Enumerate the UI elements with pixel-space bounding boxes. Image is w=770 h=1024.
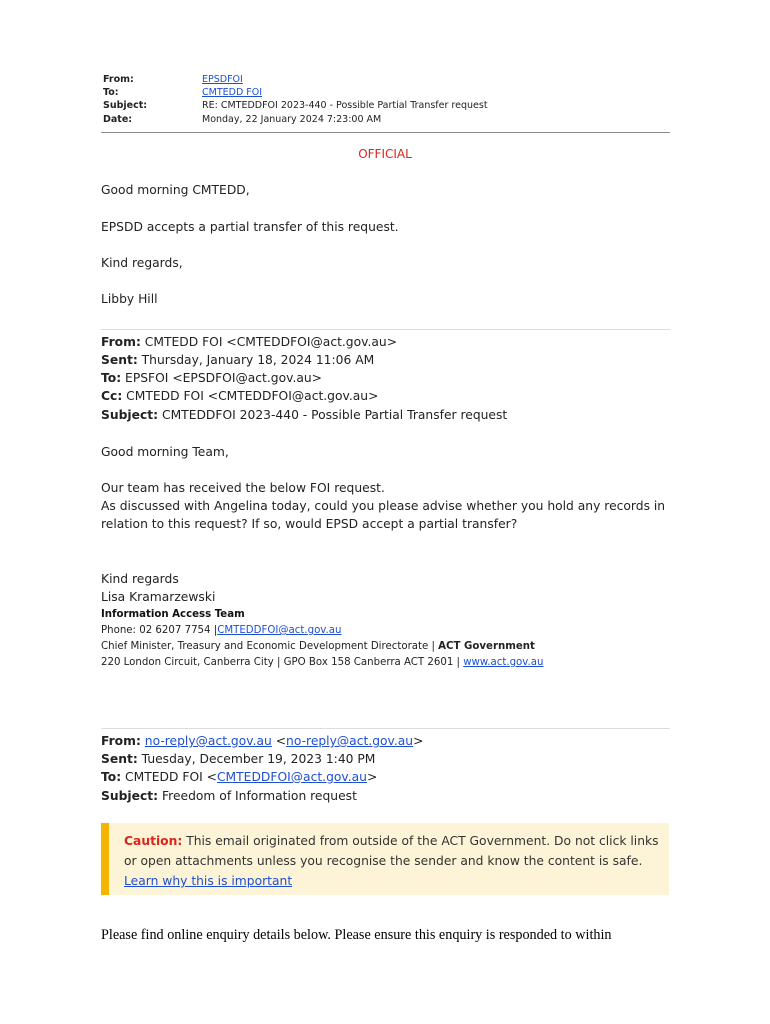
forward1-divider: [101, 329, 670, 330]
forward2-sent-label: Sent:: [101, 752, 138, 766]
caution-label: Caution:: [124, 834, 183, 848]
caution-banner: [101, 823, 669, 895]
forward1-closing: Kind regards: [101, 572, 179, 586]
forward1-address-text: 220 London Circuit, Canberra City | GPO Box 158 Canberra ACT 2601 |: [101, 657, 464, 668]
forward1-phone: [101, 625, 341, 636]
header-date-label: Date:: [103, 113, 133, 125]
forward2-sent: [101, 750, 375, 768]
header-subject-value: RE: CMTEDDFOI 2023-440 - Possible Partial Transfer request: [202, 100, 488, 112]
forward1-to-label: To:: [101, 371, 122, 385]
forward2-from-email2-link[interactable]: no-reply@act.gov.au: [286, 734, 414, 748]
caution-message: This email originated from outside of the ACT Government. Do not click links or open attachments unless you recognise the sender and know the content is safe.: [124, 834, 659, 868]
forward1-subject-value: CMTEDDFOI 2023-440 - Possible Partial Transfer request: [161, 408, 508, 422]
forward1-sent-value: Thursday, January 18, 2024 11:06 AM: [141, 353, 375, 367]
forward1-body-line1: Our team has received the below FOI request.: [101, 481, 385, 495]
forward1-directorate: [101, 641, 535, 652]
caution-accent-bar: [101, 823, 109, 895]
forward2-divider: [101, 728, 670, 729]
enquiry-text: Please find online enquiry details below. Please ensure this enquiry is responded to within: [101, 927, 612, 943]
header-to-label: To:: [103, 87, 119, 99]
classification-label: OFFICIAL: [358, 147, 412, 161]
forward1-subject-label: Subject:: [101, 408, 159, 422]
forward1-cc: [101, 387, 378, 405]
forward1-to: [101, 369, 322, 387]
caution-text: [124, 831, 664, 891]
forward2-to-suffix: >: [366, 770, 378, 784]
header-date-value: Monday, 22 January 2024 7:23:00 AM: [202, 113, 382, 125]
forward2-subject-value: Freedom of Information request: [161, 789, 357, 803]
header-from-link[interactable]: EPSDFOI: [202, 74, 243, 85]
forward1-from-value: CMTEDD FOI <CMTEDDFOI@act.gov.au>: [144, 335, 398, 349]
forward1-phone-prefix: Phone: 02 6207 7754 |: [101, 625, 218, 636]
forward1-team: Information Access Team: [101, 609, 245, 620]
forward1-government: ACT Government: [438, 641, 535, 652]
reply-closing: Kind regards,: [101, 256, 183, 270]
header-to-link[interactable]: CMTEDD FOI: [202, 87, 263, 99]
forward1-phone-email-link[interactable]: CMTEDDFOI@act.gov.au: [217, 625, 342, 636]
header-from-label: From:: [103, 74, 134, 85]
forward1-address: [101, 657, 543, 668]
forward1-body-line3: relation to this request? If so, would EPSD accept a partial transfer?: [101, 517, 518, 531]
caution-learn-more-link[interactable]: Learn why this is important: [124, 874, 293, 888]
forward1-to-value: EPSFOI <EPSDFOI@act.gov.au>: [125, 371, 322, 385]
header-divider: [101, 132, 670, 133]
forward2-from-label: From:: [101, 734, 141, 748]
forward1-subject: [101, 406, 507, 424]
forward1-greeting: Good morning Team,: [101, 445, 229, 459]
forward1-body-line2: As discussed with Angelina today, could you please advise whether you hold any records in: [101, 499, 666, 513]
reply-greeting: Good morning CMTEDD,: [101, 183, 250, 197]
reply-signature: Libby Hill: [101, 292, 158, 306]
forward2-from: [101, 732, 423, 750]
reply-message: EPSDD accepts a partial transfer of this request.: [101, 220, 399, 234]
forward1-name: Lisa Kramarzewski: [101, 590, 216, 604]
forward2-subject: [101, 787, 357, 805]
forward1-cc-value: CMTEDD FOI <CMTEDDFOI@act.gov.au>: [126, 389, 379, 403]
forward1-from: [101, 333, 397, 351]
forward1-cc-label: Cc:: [101, 389, 123, 403]
forward2-to: [101, 768, 377, 786]
forward1-sent: [101, 351, 374, 369]
forward2-from-email-link[interactable]: no-reply@act.gov.au: [144, 734, 272, 748]
header-subject-label: Subject:: [103, 100, 148, 112]
forward1-sent-label: Sent:: [101, 353, 138, 367]
forward2-from-lt: <: [271, 734, 287, 748]
forward2-sent-value: Tuesday, December 19, 2023 1:40 PM: [141, 752, 376, 766]
forward1-from-label: From:: [101, 335, 141, 349]
forward2-to-prefix: CMTEDD FOI <: [125, 770, 217, 784]
forward1-website-link[interactable]: www.act.gov.au: [463, 657, 544, 668]
forward1-directorate-text: Chief Minister, Treasury and Economic Development Directorate |: [101, 641, 439, 652]
forward2-subject-label: Subject:: [101, 789, 159, 803]
forward2-from-gt: >: [413, 734, 424, 748]
forward2-to-email-link[interactable]: CMTEDDFOI@act.gov.au: [216, 770, 367, 784]
forward2-to-label: To:: [101, 770, 122, 784]
